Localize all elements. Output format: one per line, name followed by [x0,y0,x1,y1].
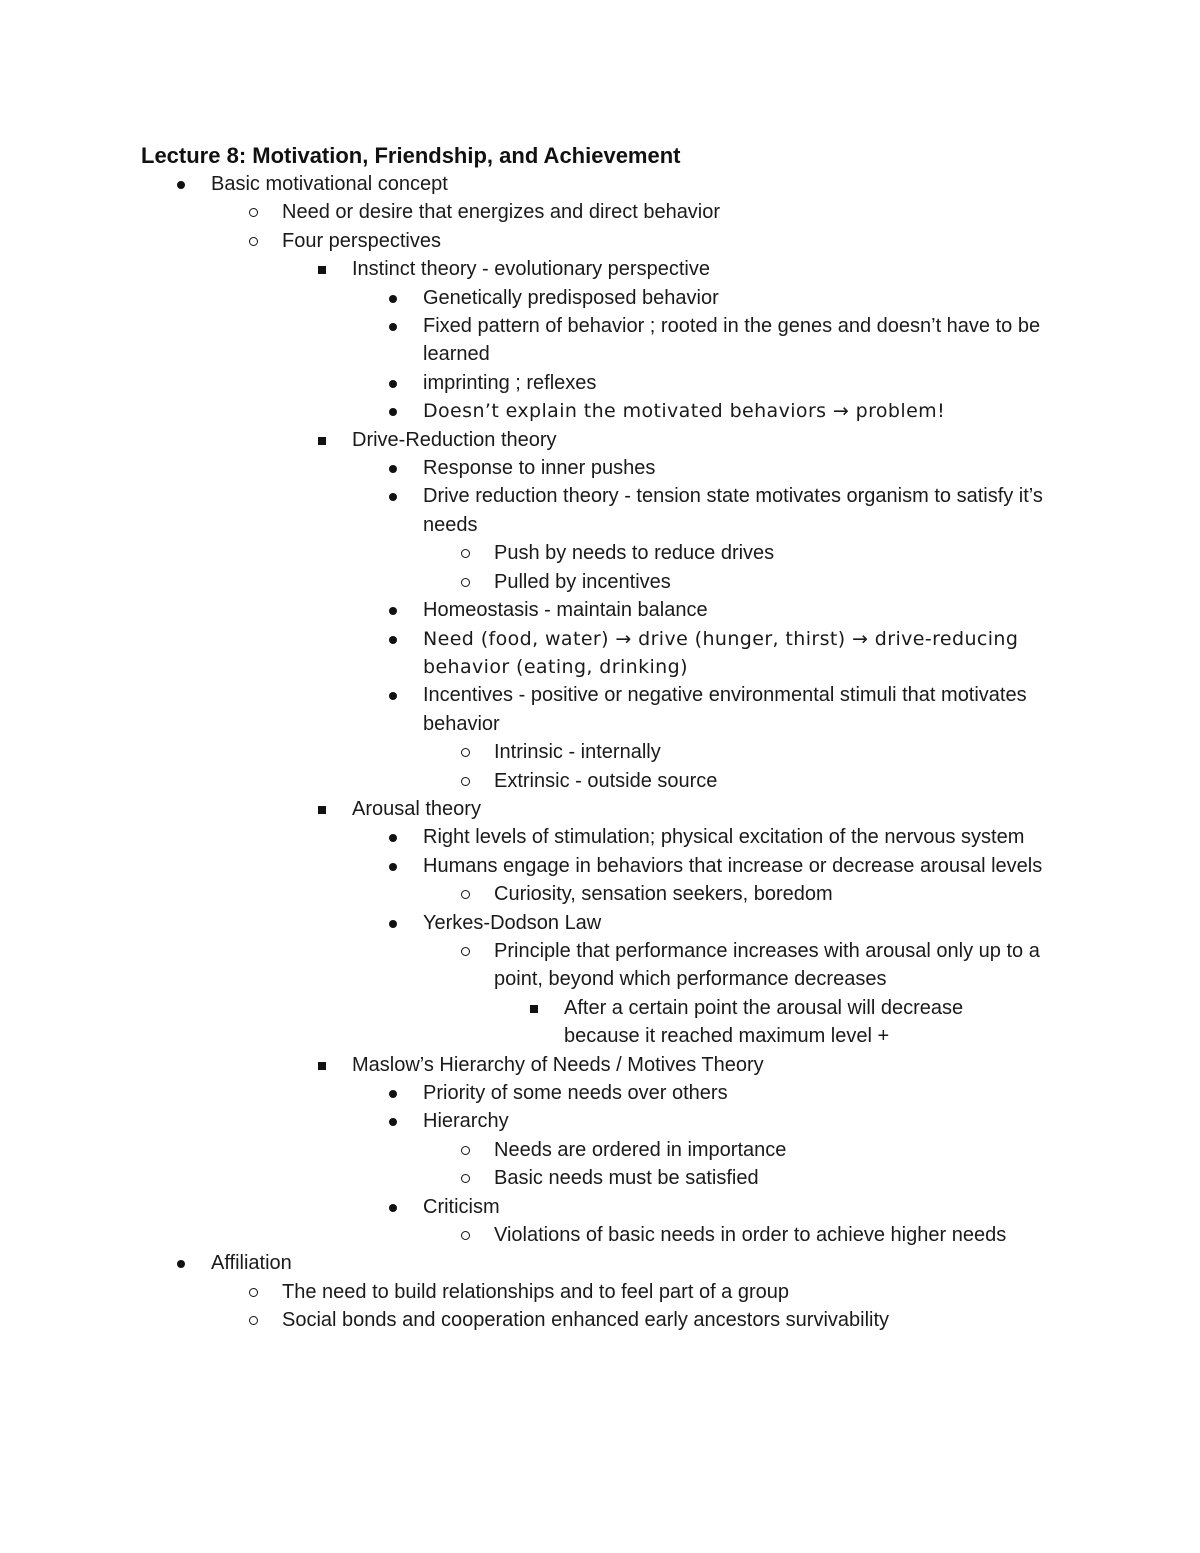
list-item [282,1306,982,1334]
list-item [423,852,1048,880]
list-item [423,681,1048,738]
list-item-text: Instinct theory - evolutionary perspective [352,258,710,281]
list-item-text: Response to inner pushes [423,457,656,480]
list-item-text: Fixed pattern of behavior ; rooted in the genes and doesn’t have to be learned [423,315,1041,366]
list-item [494,1164,1054,1192]
list-item [494,1136,1054,1164]
list-item [423,1107,1048,1135]
list-item [423,397,1048,425]
list-item [494,937,1054,994]
list-item-text: After a certain point the arousal will decrease because it reached maximum level + [564,996,964,1048]
list-item-text: Extrinsic - outside source [494,769,718,792]
list-item [494,539,1054,567]
list-item [423,284,1048,312]
list-item [352,255,1052,283]
list-item [494,568,1054,596]
list-item-text: Push by needs to reduce drives [494,542,775,565]
list-item-text: Four perspectives [282,229,441,252]
list-item-text: Humans engage in behaviors that increase or decrease arousal levels [423,854,1043,877]
bullet-outline [0,170,1200,1335]
list-item [423,369,1048,397]
list-item-text: Need (food, water) → drive (hunger, thirst) → drive-reducing behavior (eating, drinking) [423,627,1019,678]
list-item-text: Curiosity, sensation seekers, boredom [494,883,833,906]
list-item [211,170,911,198]
list-item [494,880,1054,908]
list-item-text: Arousal theory [352,797,481,820]
list-item-text: Basic motivational concept [211,173,448,195]
list-item-text: The need to build relationships and to feel part of a group [282,1280,790,1303]
list-item-text: Right levels of stimulation; physical excitation of the nervous system [423,826,1025,849]
list-item-text: Homeostasis - maintain balance [423,599,708,622]
list-item-text: Incentives - positive or negative environmental stimuli that motivates behavior [423,684,1027,735]
list-item-text: Principle that performance increases with arousal only up to a point, beyond which performance decreases [494,939,1040,991]
list-item-text: Hierarchy [423,1110,509,1133]
list-item-text: Needs are ordered in importance [494,1138,787,1161]
list-item-text: imprinting ; reflexes [423,371,597,394]
list-item-text: Drive reduction theory - tension state motivates organism to satisfy it’s needs [423,485,1043,536]
list-item-text: Genetically predisposed behavior [423,286,719,309]
list-item [352,795,1052,823]
list-item-text: Doesn’t explain the motivated behaviors → problem! [423,400,946,423]
list-item-text: Affiliation [211,1252,292,1275]
list-item-text: Social bonds and cooperation enhanced early ancestors survivability [282,1309,890,1332]
list-item [423,823,1048,851]
list-item [423,1079,1048,1107]
list-item-text: Maslow’s Hierarchy of Needs / Motives Theory [352,1053,764,1076]
list-item-text: Basic needs must be satisfied [494,1167,759,1190]
list-item [494,767,1054,795]
list-item [423,312,1048,369]
list-item [282,227,982,255]
list-item [423,909,1048,937]
list-item [494,1221,1054,1249]
list-item-text: Intrinsic - internally [494,741,661,764]
list-item [423,482,1048,539]
list-item-text: Need or desire that energizes and direct behavior [282,201,721,224]
list-item [423,1193,1048,1221]
list-item [423,625,1048,682]
list-item [564,994,1004,1051]
list-item [282,198,982,226]
list-item [352,426,1052,454]
list-item-text: Criticism [423,1195,500,1218]
page-title: Lecture 8: Motivation, Friendship, and Achievement [141,143,681,168]
list-item [282,1278,982,1306]
list-item-text: Violations of basic needs in order to achieve higher needs [494,1224,1007,1247]
list-item-text: Priority of some needs over others [423,1082,728,1104]
list-item-text: Pulled by incentives [494,570,671,593]
list-item [494,738,1054,766]
list-item [352,1051,1052,1079]
list-item-text: Drive-Reduction theory [352,428,557,451]
list-item [423,454,1048,482]
list-item [423,596,1048,624]
list-item-text: Yerkes-Dodson Law [423,911,602,934]
list-item [211,1249,911,1277]
